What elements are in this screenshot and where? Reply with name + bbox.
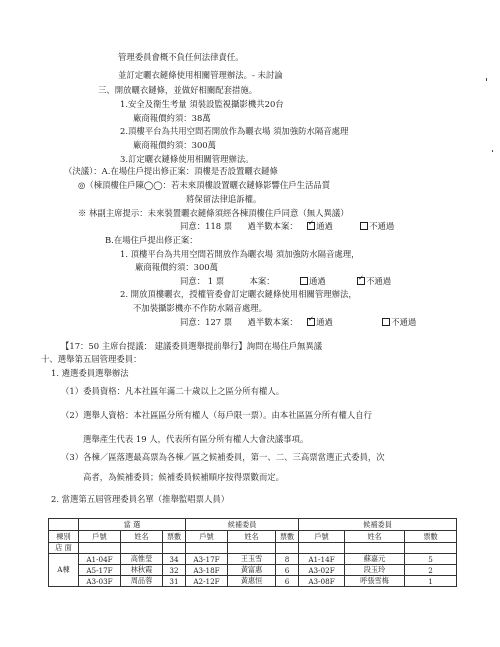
vote-1-pass-label: 通過: [316, 221, 333, 231]
table-cell: 蘇嘉元: [345, 554, 405, 565]
shop-label-cell: 店 面: [49, 543, 79, 554]
col-header: 戶號: [186, 531, 228, 543]
rule-3-cont-line: 高者，為候補委員；候補委員候補順序按得票數而定。: [83, 472, 284, 482]
table-row: [49, 565, 457, 576]
elected-list-heading: 2. 當選第五屆管理委員名單（推舉監唱票人員）: [51, 494, 230, 504]
vice-chair-note-line: ※ 林副主席提示：未來裝置曬衣鏈條須經各棟頂樓住戶同意（無人異議）: [78, 208, 349, 218]
vote-2-pass-label: 通過: [308, 276, 326, 286]
item-3-quote-1: 廠商報價約須：38萬: [133, 113, 211, 123]
table-cell: 1: [405, 576, 457, 587]
table-cell: 周品蓉: [121, 576, 163, 587]
table-cell: 31: [163, 576, 186, 587]
rule-3-line: （3）各棟／區落選最高票為各棟／區之候補委員，第一、二、三高票當選正式委員，次: [61, 452, 385, 462]
vote-result-2: [180, 276, 391, 287]
option-b2-line: 2. 開放頂樓曬衣，授權管委會訂定曬衣鏈條使用相關管理辦法，: [120, 289, 357, 299]
table-cell: 32: [163, 565, 186, 576]
vote-2-fail-checkbox: [357, 277, 365, 285]
table-cell: 呼張雪梅: [345, 576, 405, 587]
table-cell: 8: [276, 554, 299, 565]
resident-statement-line: ◎（棟頂樓住戶陳◯◯：若未來頂樓設置曬衣鏈條影響住戶生活品質: [78, 180, 331, 190]
scan-speck: [492, 150, 493, 152]
table-cell: A1-04F: [79, 554, 121, 565]
vote-2-half: 本案：: [249, 276, 275, 286]
table-row: [49, 554, 457, 565]
liability-line: 管理委員會概不負任何法律責任。: [118, 52, 244, 62]
building-cell: A棟: [49, 554, 79, 587]
table-row: [49, 576, 457, 587]
group-alternate-2-header: 候補委員: [299, 519, 457, 531]
table-cell: A3-02F: [299, 565, 345, 576]
resolution-a-line: （決議）：A.在場住戶提出修正案：頂樓是否設置曬衣鏈條: [64, 166, 278, 176]
table-cell: 2: [405, 565, 457, 576]
table-cell: 5: [405, 554, 457, 565]
table-cell: 6: [276, 576, 299, 587]
vote-2-fail-label: 不通過: [366, 276, 392, 286]
item-3-quote-2: 廠商報價約須：300萬: [133, 140, 216, 150]
vote-1-fail-label: 不通過: [369, 221, 395, 231]
group-alternate-1-header: 候補委員: [186, 519, 299, 531]
election-method-heading: 1. 遴選委員選舉辦法: [51, 368, 129, 378]
table-cell: 高惟瑩: [121, 554, 163, 565]
col-header: 姓名: [228, 531, 276, 543]
vote-3-half: 過半數本案：: [247, 317, 298, 327]
table-cell: 段玉玲: [345, 565, 405, 576]
table-header-row: [49, 531, 457, 543]
table-corner-cell: [49, 519, 79, 531]
vote-2-agree: 同意： 1 票: [180, 276, 225, 286]
option-b2-detail: 不加裝攝影機亦不作防水隔音處理。: [133, 303, 267, 313]
legal-reservation-line: 將保留法律追訴權。: [186, 194, 262, 204]
table-cell: A1-14F: [299, 554, 345, 565]
section-10-heading: 十、選舉第五屆管理委員：: [41, 354, 142, 364]
table-cell: 王玉雪: [228, 554, 276, 565]
item-3-point-3: 3.訂定曬衣鏈條使用相關管理辦法。: [120, 154, 254, 164]
table-cell: 黃富惠: [228, 565, 276, 576]
elected-members-table: [48, 518, 457, 587]
item-3-point-1: 1.安全及衛生考量 須裝設監視攝影機共20台: [120, 99, 284, 109]
table-cell: 34: [163, 554, 186, 565]
rule-2-line: （2）選舉人資格：本社區區分所有權人（每戶限一票）。由本社區區分所有權人自行: [61, 410, 373, 420]
vote-3-fail-checkbox: [382, 318, 390, 326]
col-header: 票數: [405, 531, 457, 543]
col-header: 姓名: [121, 531, 163, 543]
option-b1-line: 1. 頂樓平台為共用空間若開放作為曬衣場 須加強防水隔音處理，: [120, 249, 360, 259]
col-header: 戶號: [79, 531, 121, 543]
vote-1-agree: 同意：118 票: [180, 221, 233, 231]
table-cell: 6: [276, 565, 299, 576]
rules-not-discussed-line: 並訂定曬衣鏈條使用相關管理辦法。- 未討論: [118, 70, 283, 80]
table-row-shop: [49, 543, 457, 554]
vote-2-pass-checkbox: [300, 277, 308, 285]
col-header: 戶號: [299, 531, 345, 543]
vote-1-fail-checkbox: [360, 222, 368, 230]
vote-result-1: [180, 221, 394, 232]
table-cell: A3-03F: [79, 576, 121, 587]
rule-1-line: （1）委員資格：凡本社區年滿二十歲以上之區分所有權人。: [61, 386, 285, 396]
vote-1-half: 過半數本案：: [247, 221, 298, 231]
chair-proposal-line: 【17：50 主席台提議： 建議委員選舉提前舉行】詢問在場住戶無異議: [61, 341, 323, 351]
resolution-b-line: B.在場住戶提出修正案：: [105, 235, 198, 245]
table-cell: A2-12F: [186, 576, 228, 587]
group-elected-header: 當 選: [79, 519, 186, 531]
scan-speck: [486, 78, 487, 81]
vote-3-pass-checkbox: [307, 318, 315, 326]
col-header: 票數: [276, 531, 299, 543]
table-cell: A3-08F: [299, 576, 345, 587]
table-cell: A5-17F: [79, 565, 121, 576]
vote-3-agree: 同意：127 票: [180, 317, 233, 327]
table-cell: 林秋霞: [121, 565, 163, 576]
vote-result-3: [180, 317, 416, 328]
col-header: 棟別: [49, 531, 79, 543]
table-cell: A3-17F: [186, 554, 228, 565]
item-3-point-2: 2.頂樓平台為共用空間若開放作為曬衣場 須加強防水隔音處理: [120, 126, 349, 136]
item-3-heading: 三、開放曬衣鏈條，並做好相關配套措施。: [98, 85, 258, 95]
col-header: 票數: [163, 531, 186, 543]
table-cell: A3-18F: [186, 565, 228, 576]
rule-2-cont-line: 選舉產生代表 19 人，代表所有區分所有權人大會決議事項。: [83, 434, 309, 444]
vote-3-fail-label: 不通過: [391, 317, 417, 327]
table-cell: 黃惠恒: [228, 576, 276, 587]
vote-1-pass-checkbox: [307, 222, 315, 230]
vote-3-pass-label: 通過: [316, 317, 333, 327]
option-b1-quote: 廠商報價約須：300萬: [135, 262, 218, 272]
col-header: 姓名: [345, 531, 405, 543]
